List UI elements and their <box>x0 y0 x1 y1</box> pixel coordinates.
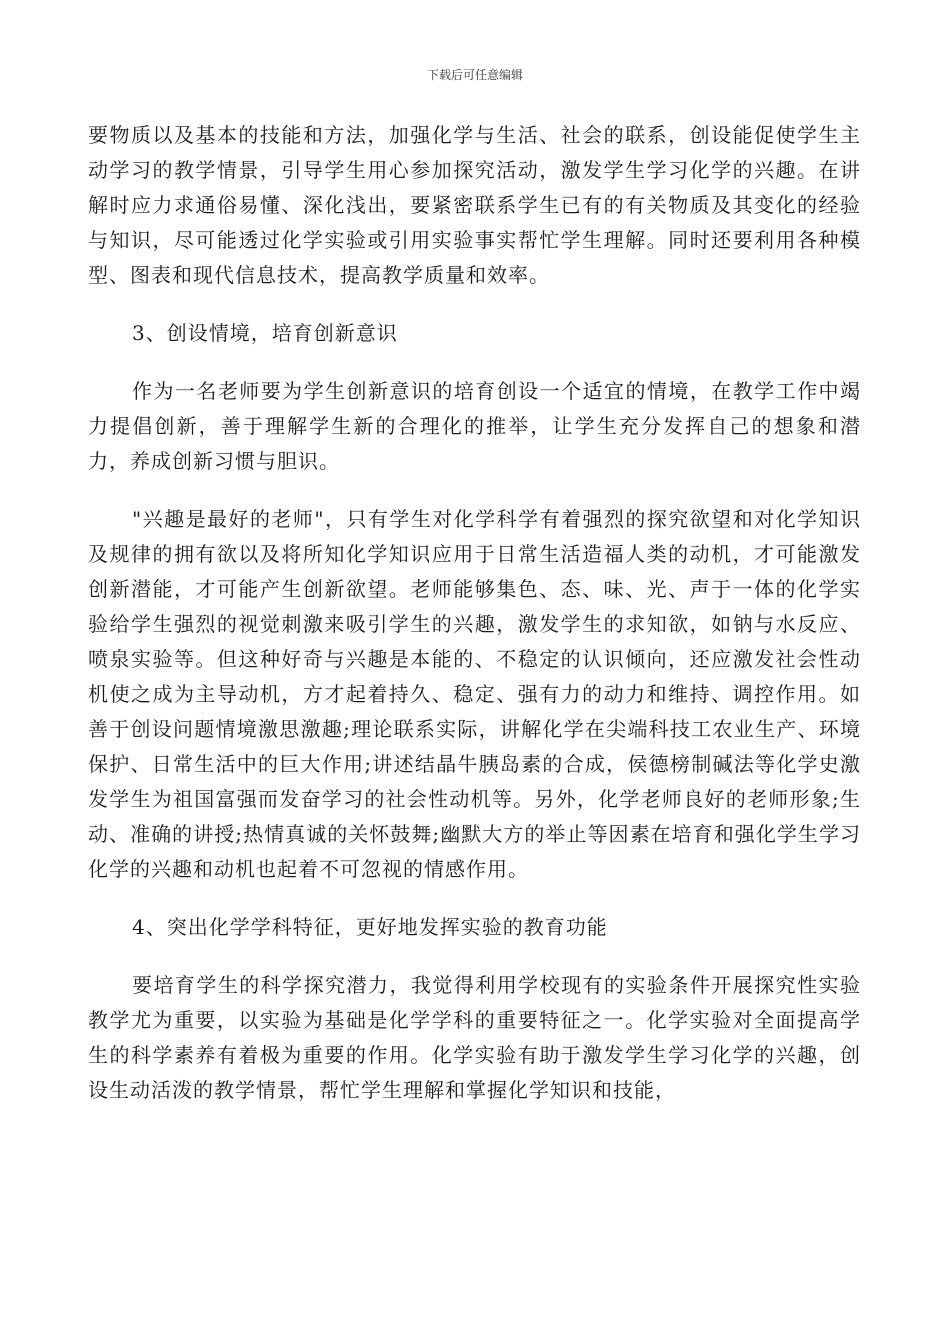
page-header-note: 下载后可任意编辑 <box>426 68 523 82</box>
paragraph-interest-motivation: "兴趣是最好的老师"，只有学生对化学科学有着强烈的探究欲望和对化学知识及规律的拥有欲以及将所知化学知识应用于日常生活造福人类的动机，才可能激发创新潜能，才可能产生创新欲望。老师能够集色、态、味、光、声于一体的化学实验给学生强烈的视觉刺激来吸引学生的兴趣，激发学生的求知欲，如钠与水反应、喷泉实验等。但这种好奇与兴趣是本能的、不稳定的认识倾向，还应激发社会性动机使之成为主导动机，方才起着持久、稳定、强有力的动力和维持、调控作用。如善于创设问题情境激思激趣;理论联系实际，讲解化学在尖端科技工农业生产、环境保护、日常生活中的巨大作用;讲述结晶牛胰岛素的合成，侯德榜制碱法等化学史激发学生为祖国富强而发奋学习的社会性动机等。另外，化学老师良好的老师形象;生动、准确的讲授;热情真诚的关怀鼓舞;幽默大方的举止等因素在培育和强化学生学习化学的兴趣和动机也起着不可忽视的情感作用。 <box>88 507 861 881</box>
section-heading-4: 4、突出化学学科特征，更好地发挥实验的教育功能 <box>132 915 608 939</box>
paragraph-innovation-context: 作为一名老师要为学生创新意识的培育创设一个适宜的情境，在教学工作中竭力提倡创新，善于理解学生新的合理化的推举，让学生充分发挥自己的想象和潜力，养成创新习惯与胆识。 <box>88 379 861 473</box>
paragraph-continued: 要物质以及基本的技能和方法，加强化学与生活、社会的联系，创设能促使学生主动学习的教学情景，引导学生用心参加探究活动，激发学生学习化学的兴趣。在讲解时应力求通俗易懂、深化浅出，要紧密联系学生已有的有关物质及其变化的经验与知识，尽可能透过化学实验或引用实验事实帮忙学生理解。同时还要利用各种模型、图表和现代信息技术，提高教学质量和效率。 <box>88 123 861 287</box>
section-heading-3: 3、创设情境，培育创新意识 <box>132 321 398 345</box>
paragraph-experiment-teaching: 要培育学生的科学探究潜力，我觉得利用学校现有的实验条件开展探究性实验教学尤为重要，以实验为基础是化学学科的重要特征之一。化学实验对全面提高学生的科学素养有着极为重要的作用。化学实验有助于激发学生学习化学的兴趣，创设生动活泼的教学情景，帮忙学生理解和掌握化学知识和技能， <box>88 973 861 1102</box>
document-body <box>88 118 861 1131</box>
